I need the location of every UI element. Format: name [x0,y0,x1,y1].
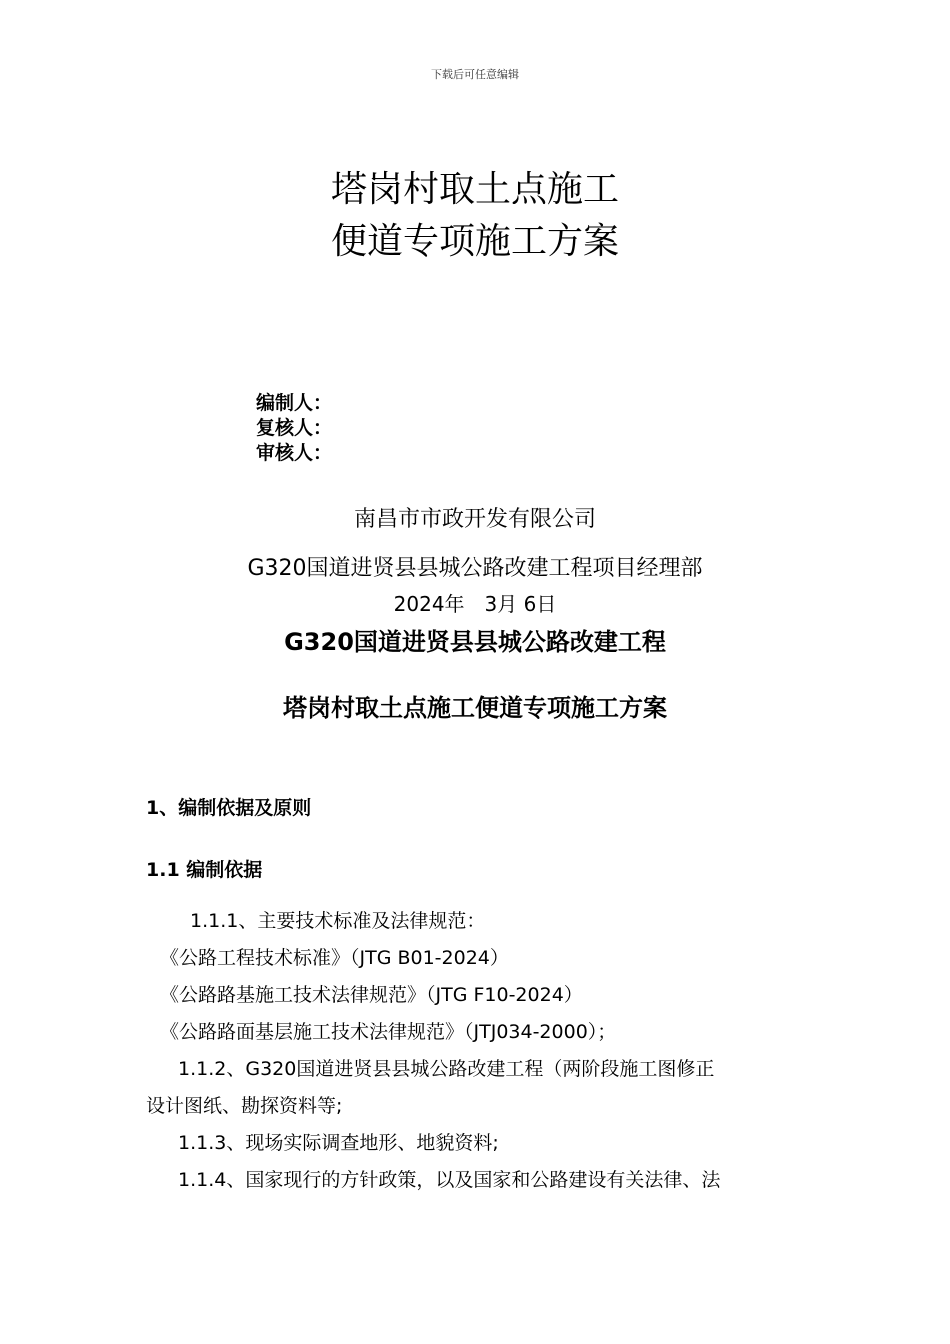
body-line: 《公路路面基层施工技术法律规范》（JTJ034-2000）； [160,1021,617,1043]
body-line: 《公路工程技术标准》（JTG B01-2024） [160,947,509,969]
page-header-note: 下载后可任意编辑 [431,68,519,81]
company-name: 南昌市市政开发有限公司 [353,507,596,532]
compiler-label: 编制人： [256,392,333,414]
project-title: G320国道进贤县县城公路改建工程 [284,628,666,656]
body-line: 设计图纸、勘探资料等; [146,1095,343,1117]
cover-title-line1: 塔岗村取土点施工 [330,169,619,210]
body-line: 1.1.1、主要技术标准及法律规范： [190,910,486,932]
subsection-heading: 1.1 编制依据 [146,859,263,881]
plan-title: 塔岗村取土点施工便道专项施工方案 [283,694,667,722]
cover-title-line2: 便道专项施工方案 [330,221,619,262]
section-heading: 1、编制依据及原则 [146,797,312,819]
department-name: G320国道进贤县县城公路改建工程项目经理部 [247,556,703,581]
body-line: 1.1.4、国家现行的方针政策，以及国家和公路建设有关法律、法 [178,1169,721,1191]
body-line: 1.1.3、现场实际调查地形、地貌资料; [178,1132,499,1154]
cover-date: 2024年 3月 6日 [393,592,557,616]
body-line: 1.1.2、G320国道进贤县县城公路改建工程（两阶段施工图修正 [178,1058,715,1080]
body-line: 《公路路基施工技术法律规范》（JTG F10-2024） [160,984,583,1006]
approver-label: 审核人： [256,442,333,464]
reviewer-label: 复核人： [256,417,333,439]
